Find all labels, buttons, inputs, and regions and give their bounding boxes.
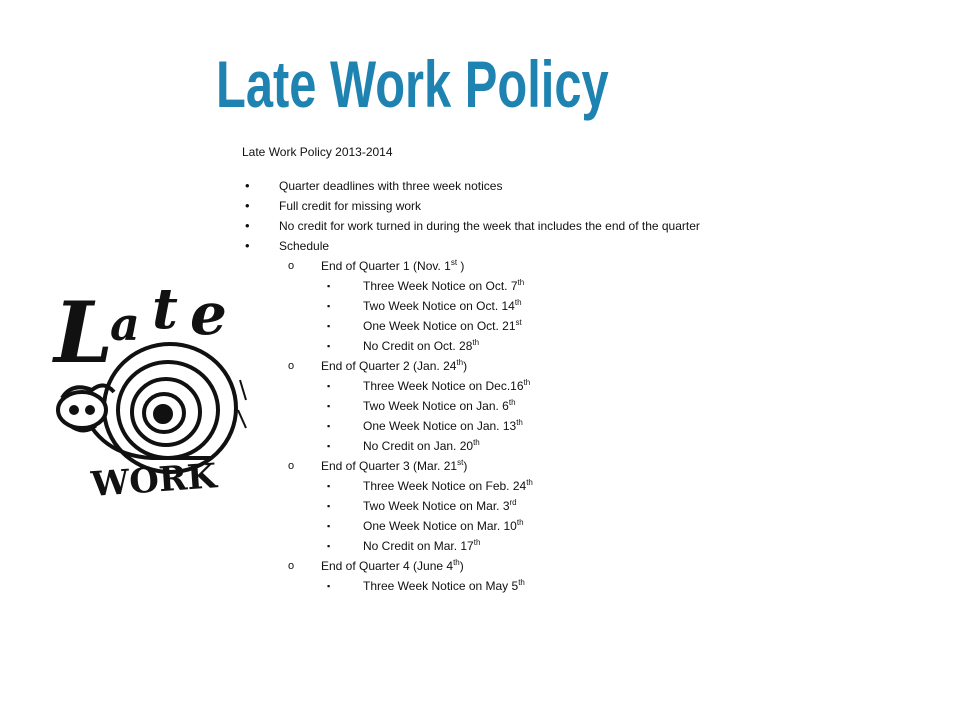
notice-text (363, 536, 480, 556)
logo-letter-l: L (54, 283, 114, 382)
notice-label: No Credit on Jan. 20 (363, 439, 474, 453)
notice-text (363, 376, 530, 396)
ordinal-suffix: st (515, 318, 522, 327)
notice-label: Three Week Notice on Oct. 7 (363, 279, 518, 293)
square-marker: ▪ (327, 421, 331, 431)
notice-text (363, 496, 517, 516)
notice-text (363, 336, 479, 356)
quarter-text (321, 356, 467, 376)
notice-item (242, 296, 942, 316)
square-marker: ▪ (327, 321, 331, 331)
notice-item (242, 536, 942, 556)
notice-item (242, 336, 942, 356)
notice-text (363, 396, 516, 416)
ordinal-suffix: th (508, 398, 516, 407)
notice-label: No Credit on Mar. 17 (363, 539, 474, 553)
notice-label: One Week Notice on Oct. 21 (363, 319, 516, 333)
ordinal-suffix: th (516, 518, 524, 527)
bullet-marker: • (245, 198, 250, 213)
square-marker: ▪ (327, 521, 331, 531)
quarter-label: End of Quarter 4 (June 4 (321, 559, 454, 573)
ordinal-suffix: th (517, 278, 525, 287)
quarter-text (321, 456, 467, 476)
logo-letter-t: t (152, 276, 178, 342)
quarter-text (321, 256, 464, 276)
bullet-item (242, 176, 942, 196)
notice-item (242, 576, 942, 596)
square-marker: ▪ (327, 281, 331, 291)
bullet-text: No credit for work turned in during the week that includes the end of the quarter (279, 219, 700, 233)
quarter-item (242, 556, 942, 576)
notice-label: One Week Notice on Jan. 13 (363, 419, 517, 433)
ordinal-suffix: th (456, 358, 464, 367)
ordinal-suffix: th (518, 578, 525, 587)
notice-text (363, 316, 522, 336)
policy-subtitle: Late Work Policy 2013-2014 (242, 145, 393, 159)
notice-item (242, 516, 942, 536)
bullet-item (242, 216, 942, 236)
logo-word-late: Late (52, 270, 54, 271)
logo-work-letters (89, 456, 220, 505)
notice-item (242, 436, 942, 456)
quarter-item (242, 356, 942, 376)
notice-label: Two Week Notice on Mar. 3 (363, 499, 510, 513)
quarter-item (242, 256, 942, 276)
logo-letter-a: a (110, 297, 140, 351)
bullet-item (242, 196, 942, 216)
square-marker: ▪ (327, 401, 331, 411)
notice-label: No Credit on Oct. 28 (363, 339, 473, 353)
square-marker: ▪ (327, 541, 331, 551)
notice-item (242, 416, 942, 436)
notice-text (363, 276, 524, 296)
quarter-label: End of Quarter 1 (Nov. 1 (321, 259, 451, 273)
square-marker: ▪ (327, 381, 331, 391)
notice-item (242, 376, 942, 396)
ordinal-suffix: th (453, 558, 460, 567)
circle-marker: o (288, 360, 295, 372)
bullet-marker: • (245, 238, 250, 253)
quarter-item (242, 456, 942, 476)
notice-text (363, 416, 523, 436)
square-marker: ▪ (327, 481, 331, 491)
square-marker: ▪ (327, 341, 331, 351)
ordinal-suffix: th (526, 478, 533, 487)
notice-text (363, 296, 522, 316)
bullet-marker: • (245, 178, 250, 193)
notice-text (363, 576, 525, 596)
notice-item (242, 316, 942, 336)
ordinal-suffix: th (472, 338, 480, 347)
notice-label: Three Week Notice on Feb. 24 (363, 479, 527, 493)
circle-marker: o (288, 460, 295, 472)
ordinal-suffix: st (457, 458, 464, 467)
notice-item (242, 496, 942, 516)
quarter-close: ) (459, 559, 464, 573)
quarter-close: ) (463, 459, 468, 473)
quarter-label: End of Quarter 2 (Jan. 24 (321, 359, 457, 373)
logo-word-work: WORK (89, 456, 218, 505)
ordinal-suffix: th (523, 378, 531, 387)
notice-label: Three Week Notice on Dec.16 (363, 379, 524, 393)
square-marker: ▪ (327, 581, 331, 591)
ordinal-suffix: th (516, 418, 523, 427)
notice-label: One Week Notice on Mar. 10 (363, 519, 517, 533)
notice-text (363, 516, 524, 536)
ordinal-suffix: rd (509, 498, 517, 507)
quarter-text (321, 556, 464, 576)
square-marker: ▪ (327, 501, 331, 511)
bullet-text: Quarter deadlines with three week notices (279, 179, 503, 193)
policy-list (242, 176, 942, 596)
notice-text (363, 436, 480, 456)
bullet-item (242, 236, 942, 256)
quarter-close: ) (463, 359, 468, 373)
notice-item (242, 276, 942, 296)
notice-item (242, 396, 942, 416)
page-title: Late Work Policy (216, 47, 609, 121)
quarter-label: End of Quarter 3 (Mar. 21 (321, 459, 458, 473)
square-marker: ▪ (327, 441, 331, 451)
circle-marker: o (288, 260, 295, 272)
motion-lines (238, 380, 246, 428)
notice-label: Two Week Notice on Jan. 6 (363, 399, 509, 413)
logo-letter-e: e (190, 280, 227, 348)
quarter-close: ) (457, 259, 465, 273)
circle-marker: o (288, 560, 295, 572)
bullet-text: Schedule (279, 239, 330, 253)
square-marker: ▪ (327, 301, 331, 311)
late-work-snail-illustration (52, 270, 248, 510)
ordinal-suffix: th (514, 298, 522, 307)
bullet-marker: • (245, 218, 250, 233)
ordinal-suffix: th (473, 438, 480, 447)
notice-label: Three Week Notice on May 5 (363, 579, 519, 593)
notice-label: Two Week Notice on Oct. 14 (363, 299, 515, 313)
notice-item (242, 476, 942, 496)
ordinal-suffix: th (473, 538, 481, 547)
bullet-text: Full credit for missing work (279, 199, 422, 213)
notice-text (363, 476, 533, 496)
ordinal-suffix: st (450, 258, 458, 267)
